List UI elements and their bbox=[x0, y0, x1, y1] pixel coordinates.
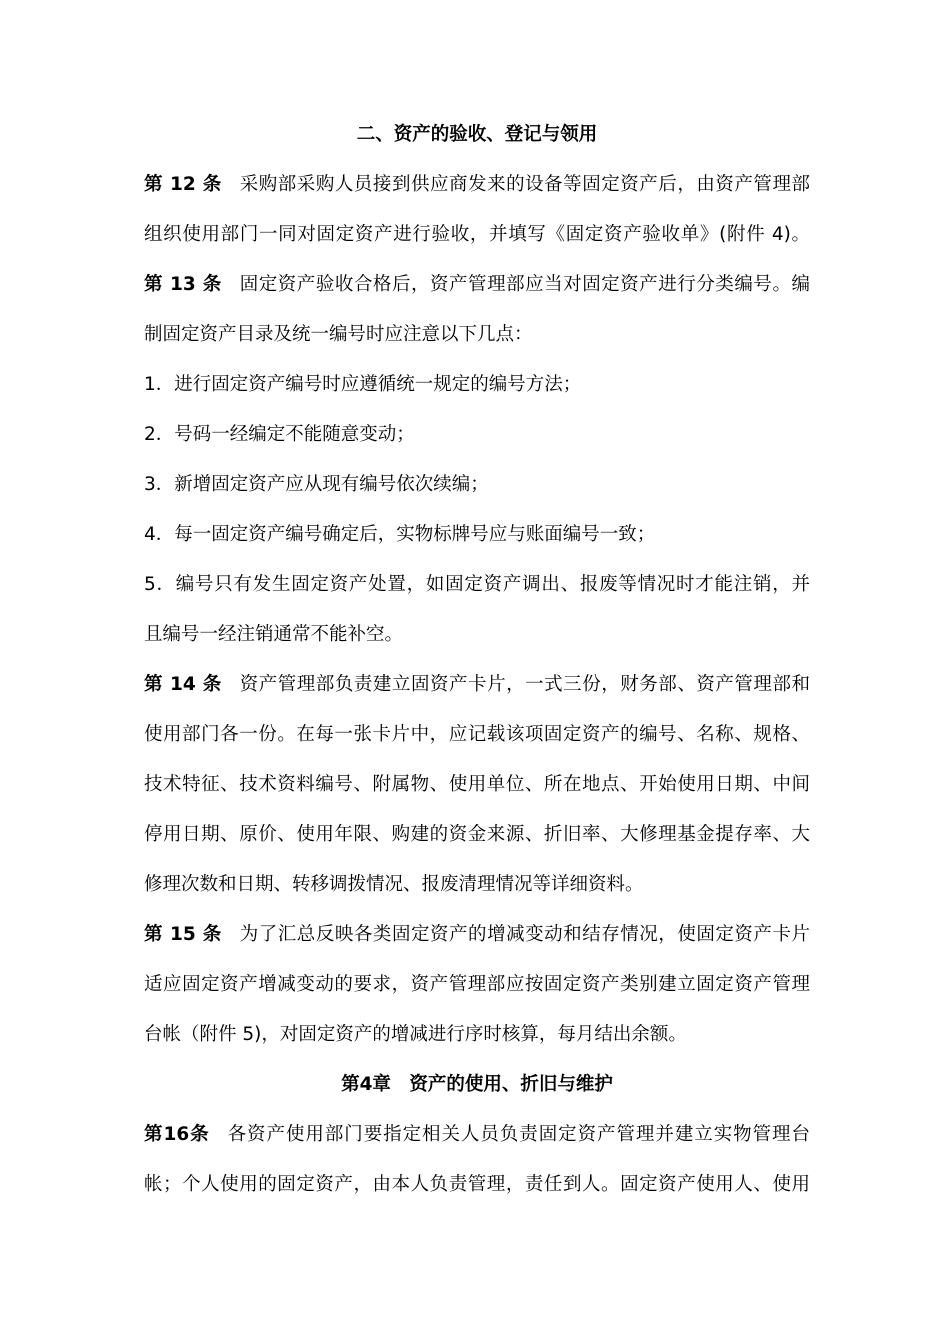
chapter-heading: 第4章 资产的使用、折旧与维护 bbox=[341, 1074, 613, 1095]
article-12-line-2: 组织使用部门一同对固定资产进行验收，并填写《固定资产验收单》(附件 4)。 bbox=[144, 224, 810, 245]
list-item-1: 1．进行固定资产编号时应遵循统一规定的编号方法； bbox=[144, 374, 582, 395]
list-item-4: 4．每一固定资产编号确定后，实物标牌号应与账面编号一致； bbox=[144, 524, 656, 545]
article-12-text-1: 采购部采购人员接到供应商发来的设备等固定资产后，由资产管理部 bbox=[239, 174, 810, 195]
document-page bbox=[144, 110, 810, 1210]
article-14-label: 第 14 条 bbox=[144, 674, 222, 695]
article-14-line-1 bbox=[144, 660, 810, 710]
article-13-line-1 bbox=[144, 260, 810, 310]
article-12-line-1 bbox=[144, 160, 810, 210]
article-14-line-4: 停用日期、原价、使用年限、购建的资金来源、折旧率、大修理基金提存率、大 bbox=[144, 824, 810, 845]
article-12-label: 第 12 条 bbox=[144, 174, 222, 195]
article-15-label: 第 15 条 bbox=[144, 924, 222, 945]
article-14-line-3: 技术特征、技术资料编号、附属物、使用单位、所在地点、开始使用日期、中间 bbox=[144, 774, 810, 795]
article-16-label: 第16条 bbox=[144, 1124, 210, 1145]
article-15-line-1 bbox=[144, 910, 810, 960]
list-item-5-line-1: 5．编号只有发生固定资产处置，如固定资产调出、报废等情况时才能注销，并 bbox=[144, 574, 810, 595]
article-15-line-2: 适应固定资产增减变动的要求，资产管理部应按固定资产类别建立固定资产管理 bbox=[144, 974, 810, 995]
article-15-text-1: 为了汇总反映各类固定资产的增减变动和结存情况，使固定资产卡片 bbox=[239, 924, 810, 945]
article-14-line-5: 修理次数和日期、转移调拨情况、报废清理情况等详细资料。 bbox=[144, 874, 644, 895]
list-item-5-line-2: 且编号一经注销通常不能补空。 bbox=[144, 624, 404, 645]
article-13-text-1: 固定资产验收合格后，资产管理部应当对固定资产进行分类编号。编 bbox=[239, 274, 810, 295]
list-item-3: 3．新增固定资产应从现有编号依次续编； bbox=[144, 474, 489, 495]
section-heading: 二、资产的验收、登记与领用 bbox=[356, 124, 598, 145]
article-14-line-2: 使用部门各一份。在每一张卡片中，应记载该项固定资产的编号、名称、规格、 bbox=[144, 724, 810, 745]
article-16-line-1 bbox=[144, 1110, 810, 1160]
article-14-text-1: 资产管理部负责建立固资产卡片，一式三份，财务部、资产管理部和 bbox=[239, 674, 810, 695]
article-16-text-1: 各资产使用部门要指定相关人员负责固定资产管理并建立实物管理台 bbox=[227, 1124, 810, 1145]
article-15-line-3: 台帐（附件 5)，对固定资产的增减进行序时核算，每月结出余额。 bbox=[144, 1024, 687, 1045]
article-13-line-2: 制固定资产目录及统一编号时应注意以下几点： bbox=[144, 324, 533, 345]
article-13-label: 第 13 条 bbox=[144, 274, 222, 295]
list-item-2: 2．号码一经编定不能随意变动； bbox=[144, 424, 415, 445]
article-16-line-2: 帐；个人使用的固定资产，由本人负责管理，责任到人。固定资产使用人、使用 bbox=[144, 1174, 810, 1195]
